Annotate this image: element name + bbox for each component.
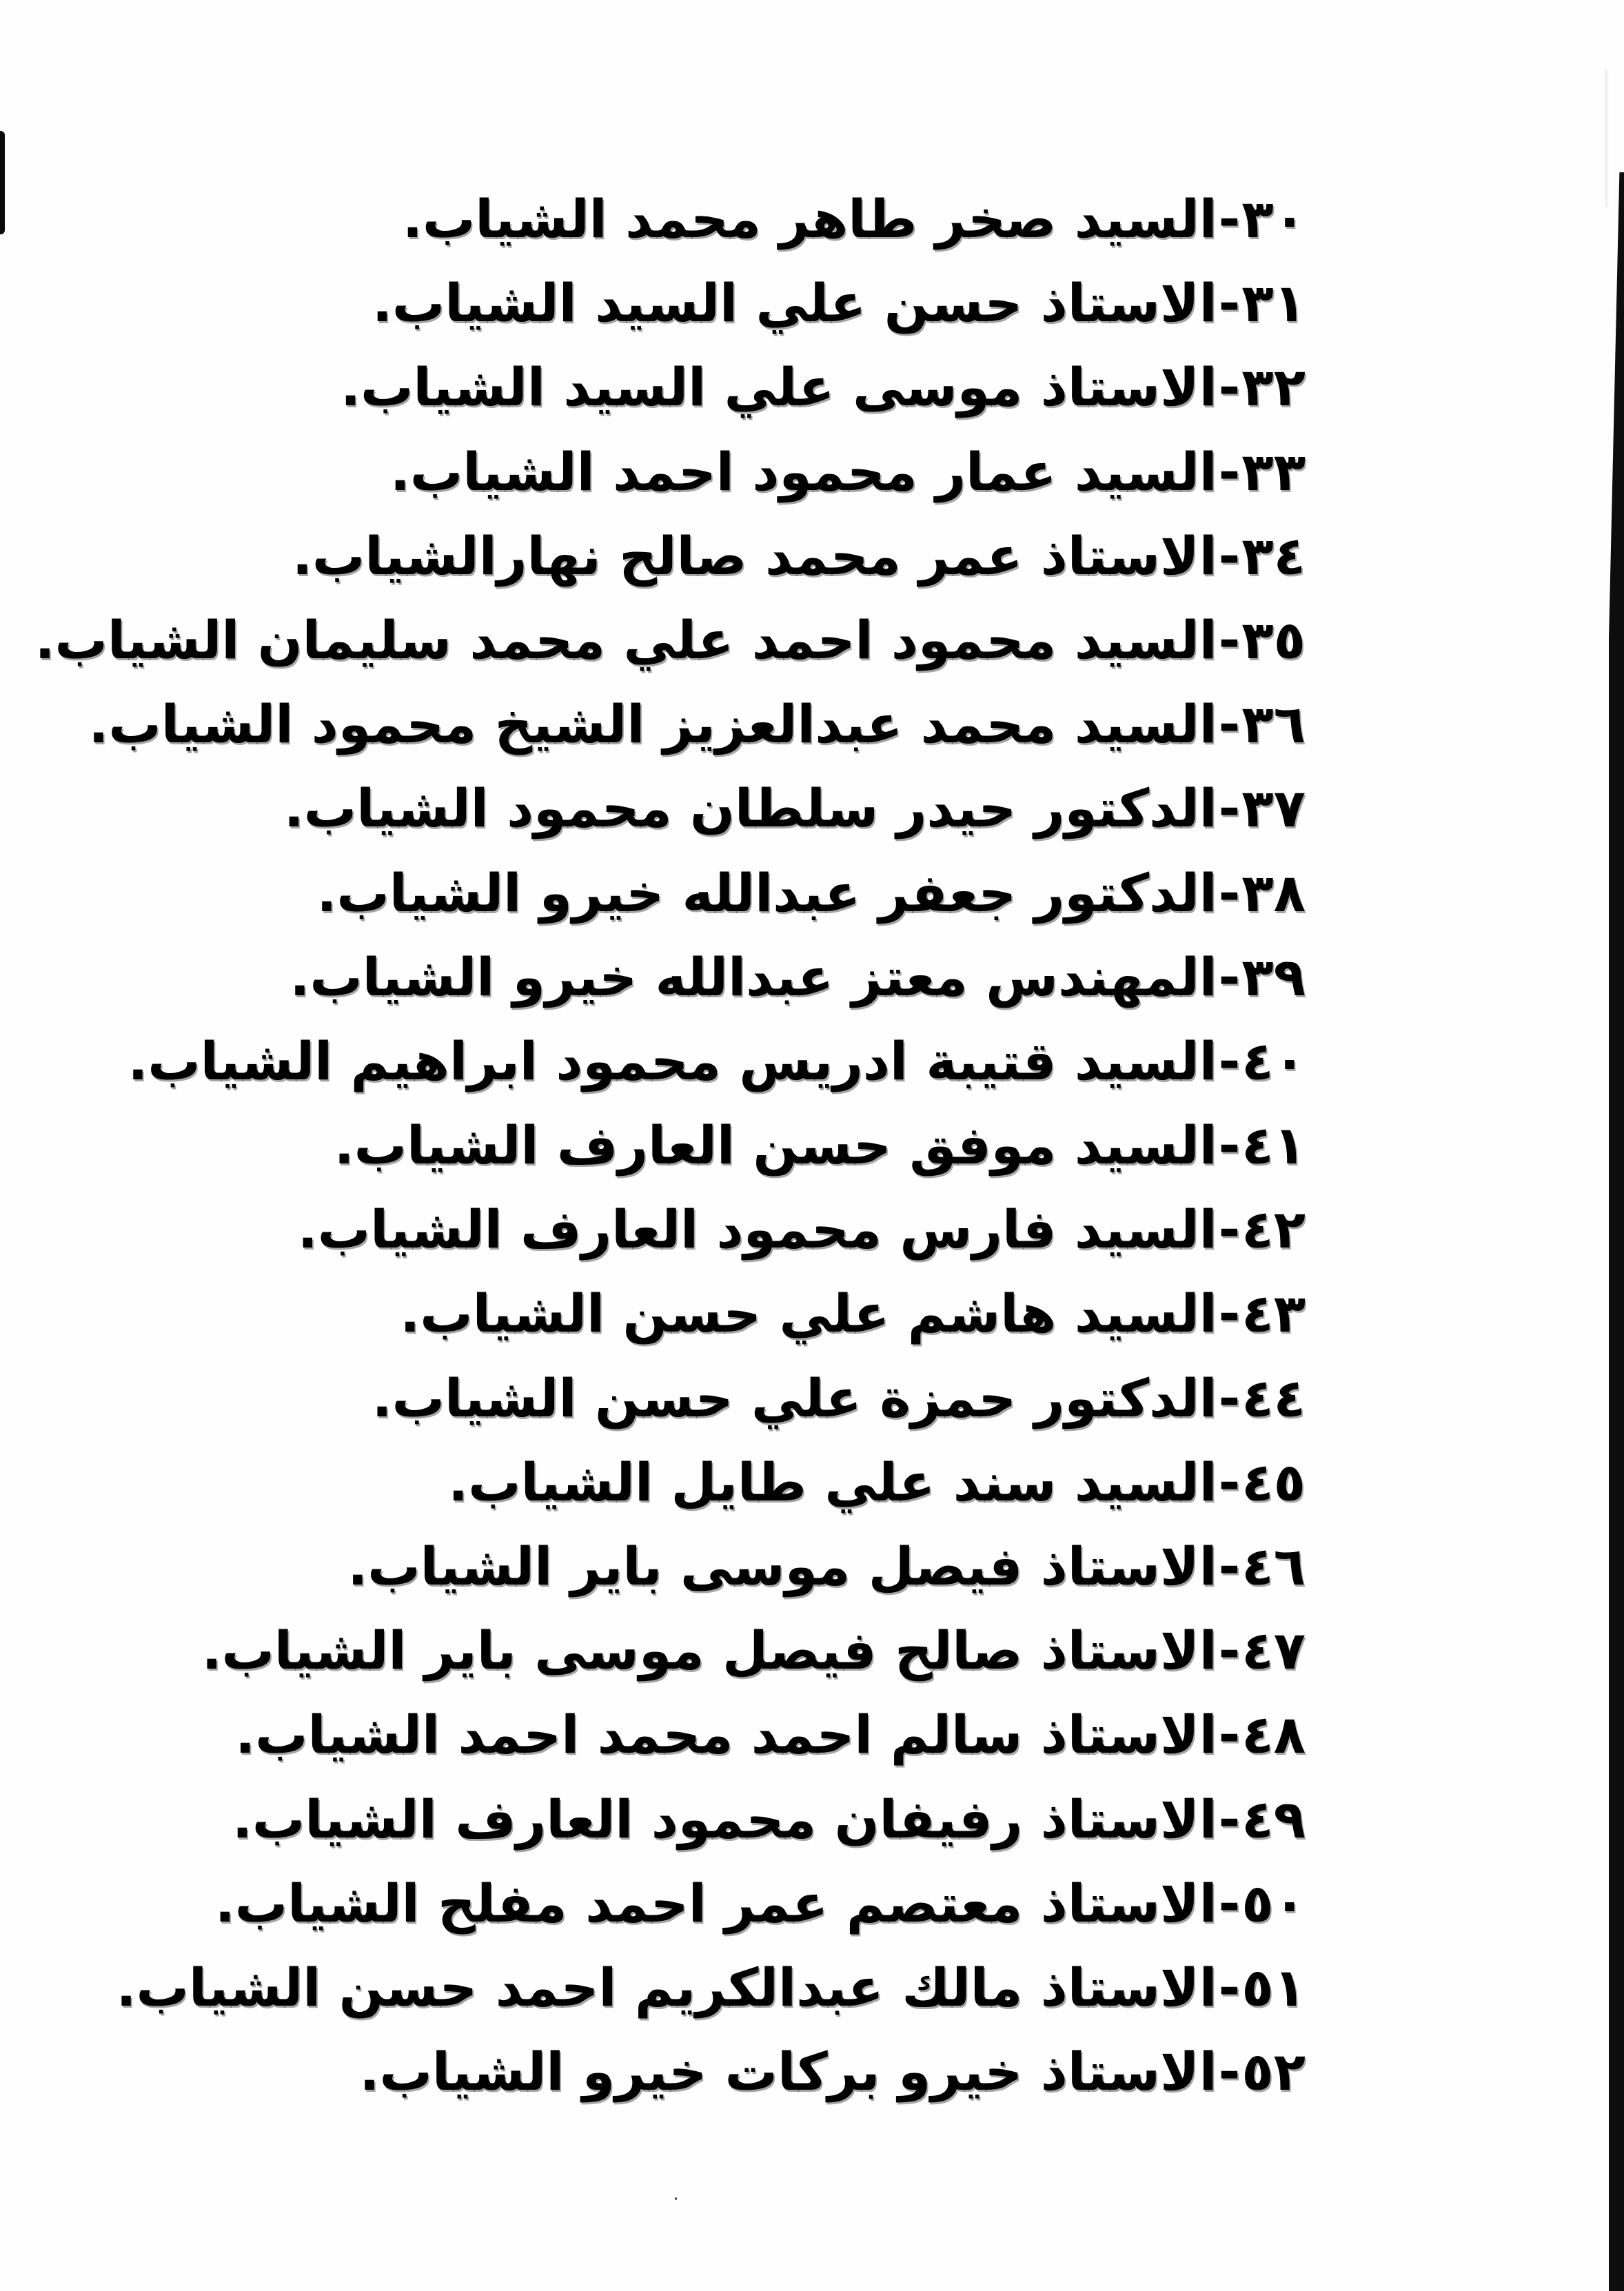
item-separator: - xyxy=(1218,1620,1241,1682)
item-name: السيد فارس محمود العارف الشياب. xyxy=(297,1199,1217,1261)
item-separator: - xyxy=(1218,1114,1241,1177)
item-separator: - xyxy=(1218,946,1241,1008)
list-item xyxy=(35,1279,1306,1363)
item-number: ٤٩ xyxy=(1241,1788,1306,1850)
item-number: ٥٠ xyxy=(1241,1872,1306,1934)
list-item xyxy=(35,943,1306,1027)
item-number: ٤٥ xyxy=(1241,1451,1306,1513)
item-number: ٣٠ xyxy=(1241,188,1306,250)
item-name: السيد محمد عبدالعزيز الشيخ محمود الشياب. xyxy=(88,693,1217,755)
item-name: السيد عمار محمود احمد الشياب. xyxy=(390,440,1217,502)
item-name: الدكتور حمزة علي حسن الشياب. xyxy=(372,1367,1217,1429)
list-item xyxy=(35,2037,1306,2121)
item-separator: - xyxy=(1218,693,1241,755)
list-item xyxy=(35,1448,1306,1532)
list-item xyxy=(35,185,1306,269)
scan-edge-artifact-left xyxy=(0,131,5,234)
item-number: ٥١ xyxy=(1241,1956,1306,2018)
item-number: ٣٧ xyxy=(1241,777,1306,839)
item-name: الاستاذ سالم احمد محمد احمد الشياب. xyxy=(235,1704,1217,1766)
item-number: ٣٩ xyxy=(1241,946,1306,1008)
scan-dust-speck xyxy=(675,2197,677,2200)
item-name: الاستاذ حسن علي السيد الشياب. xyxy=(372,272,1217,334)
item-separator: - xyxy=(1218,1872,1241,1934)
item-name: السيد محمود احمد علي محمد سليمان الشياب. xyxy=(34,609,1217,671)
item-name: الاستاذ معتصم عمر احمد مفلح الشياب. xyxy=(214,1872,1217,1934)
item-separator: - xyxy=(1218,356,1241,418)
item-number: ٣٨ xyxy=(1241,862,1306,924)
item-number: ٤٧ xyxy=(1241,1620,1306,1682)
item-number: ٤٨ xyxy=(1241,1704,1306,1766)
scan-edge-shadow-right xyxy=(1603,69,1609,207)
scan-edge-artifact-right xyxy=(1609,172,1624,2291)
item-name: السيد قتيبة ادريس محمود ابراهيم الشياب. xyxy=(128,1030,1217,1092)
list-item xyxy=(35,690,1306,774)
item-number: ٥٢ xyxy=(1241,2041,1306,2103)
list-item xyxy=(35,606,1306,690)
list-item xyxy=(35,353,1306,437)
list-item xyxy=(35,438,1306,522)
item-number: ٤٢ xyxy=(1241,1199,1306,1261)
item-name: السيد هاشم علي حسن الشياب. xyxy=(400,1283,1217,1345)
item-separator: - xyxy=(1218,1536,1241,1597)
item-name: الاستاذ عمر محمد صالح نهارالشياب. xyxy=(292,525,1217,587)
list-item xyxy=(35,1785,1306,1869)
item-separator: - xyxy=(1218,1704,1241,1766)
item-number: ٣٢ xyxy=(1241,356,1306,418)
item-separator: - xyxy=(1218,2041,1241,2103)
item-number: ٤١ xyxy=(1241,1114,1306,1177)
item-number: ٣٦ xyxy=(1241,693,1306,755)
item-name: السيد سند علي طايل الشياب. xyxy=(448,1451,1217,1513)
item-name: الاستاذ موسى علي السيد الشياب. xyxy=(341,356,1217,418)
list-item xyxy=(35,1869,1306,1953)
item-number: ٣٥ xyxy=(1241,609,1306,671)
item-name: الدكتور جعفر عبدالله خيرو الشياب. xyxy=(316,862,1217,924)
item-separator: - xyxy=(1218,1367,1241,1429)
item-separator: - xyxy=(1218,609,1241,671)
item-number: ٣٣ xyxy=(1241,440,1306,502)
item-separator: - xyxy=(1218,1788,1241,1850)
item-name: الدكتور حيدر سلطان محمود الشياب. xyxy=(283,777,1217,839)
item-name: الاستاذ مالك عبدالكريم احمد حسن الشياب. xyxy=(116,1956,1217,2018)
list-item xyxy=(35,269,1306,353)
item-name: الاستاذ صالح فيصل موسى باير الشياب. xyxy=(201,1620,1217,1682)
item-separator: - xyxy=(1218,440,1241,502)
list-item xyxy=(35,1111,1306,1195)
item-name: السيد موفق حسن العارف الشياب. xyxy=(334,1114,1217,1177)
item-name: الاستاذ فيصل موسى باير الشياب. xyxy=(347,1536,1217,1597)
item-separator: - xyxy=(1218,188,1241,250)
item-name: المهندس معتز عبدالله خيرو الشياب. xyxy=(290,946,1217,1008)
list-item xyxy=(35,1700,1306,1784)
list-item xyxy=(35,859,1306,943)
item-number: ٤٦ xyxy=(1241,1536,1306,1597)
list-item xyxy=(35,522,1306,606)
item-number: ٣٤ xyxy=(1241,525,1306,587)
item-separator: - xyxy=(1218,1451,1241,1513)
item-separator: - xyxy=(1218,1030,1241,1092)
names-list xyxy=(35,185,1306,2121)
list-item xyxy=(35,1364,1306,1448)
item-number: ٣١ xyxy=(1241,272,1306,334)
item-separator: - xyxy=(1218,272,1241,334)
item-separator: - xyxy=(1218,1956,1241,2018)
item-number: ٤٠ xyxy=(1241,1030,1306,1092)
item-name: الاستاذ رفيفان محمود العارف الشياب. xyxy=(232,1788,1217,1850)
item-number: ٤٤ xyxy=(1241,1367,1306,1429)
item-separator: - xyxy=(1218,1199,1241,1261)
list-item xyxy=(35,1195,1306,1279)
item-name: الاستاذ خيرو بركات خيرو الشياب. xyxy=(359,2041,1217,2103)
item-separator: - xyxy=(1218,862,1241,924)
item-separator: - xyxy=(1218,777,1241,839)
item-separator: - xyxy=(1218,1283,1241,1345)
list-item xyxy=(35,1616,1306,1700)
list-item xyxy=(35,774,1306,858)
item-separator: - xyxy=(1218,525,1241,587)
list-item xyxy=(35,1953,1306,2037)
item-number: ٤٣ xyxy=(1241,1283,1306,1345)
list-item xyxy=(35,1027,1306,1111)
item-name: السيد صخر طاهر محمد الشياب. xyxy=(402,188,1217,250)
list-item xyxy=(35,1532,1306,1616)
